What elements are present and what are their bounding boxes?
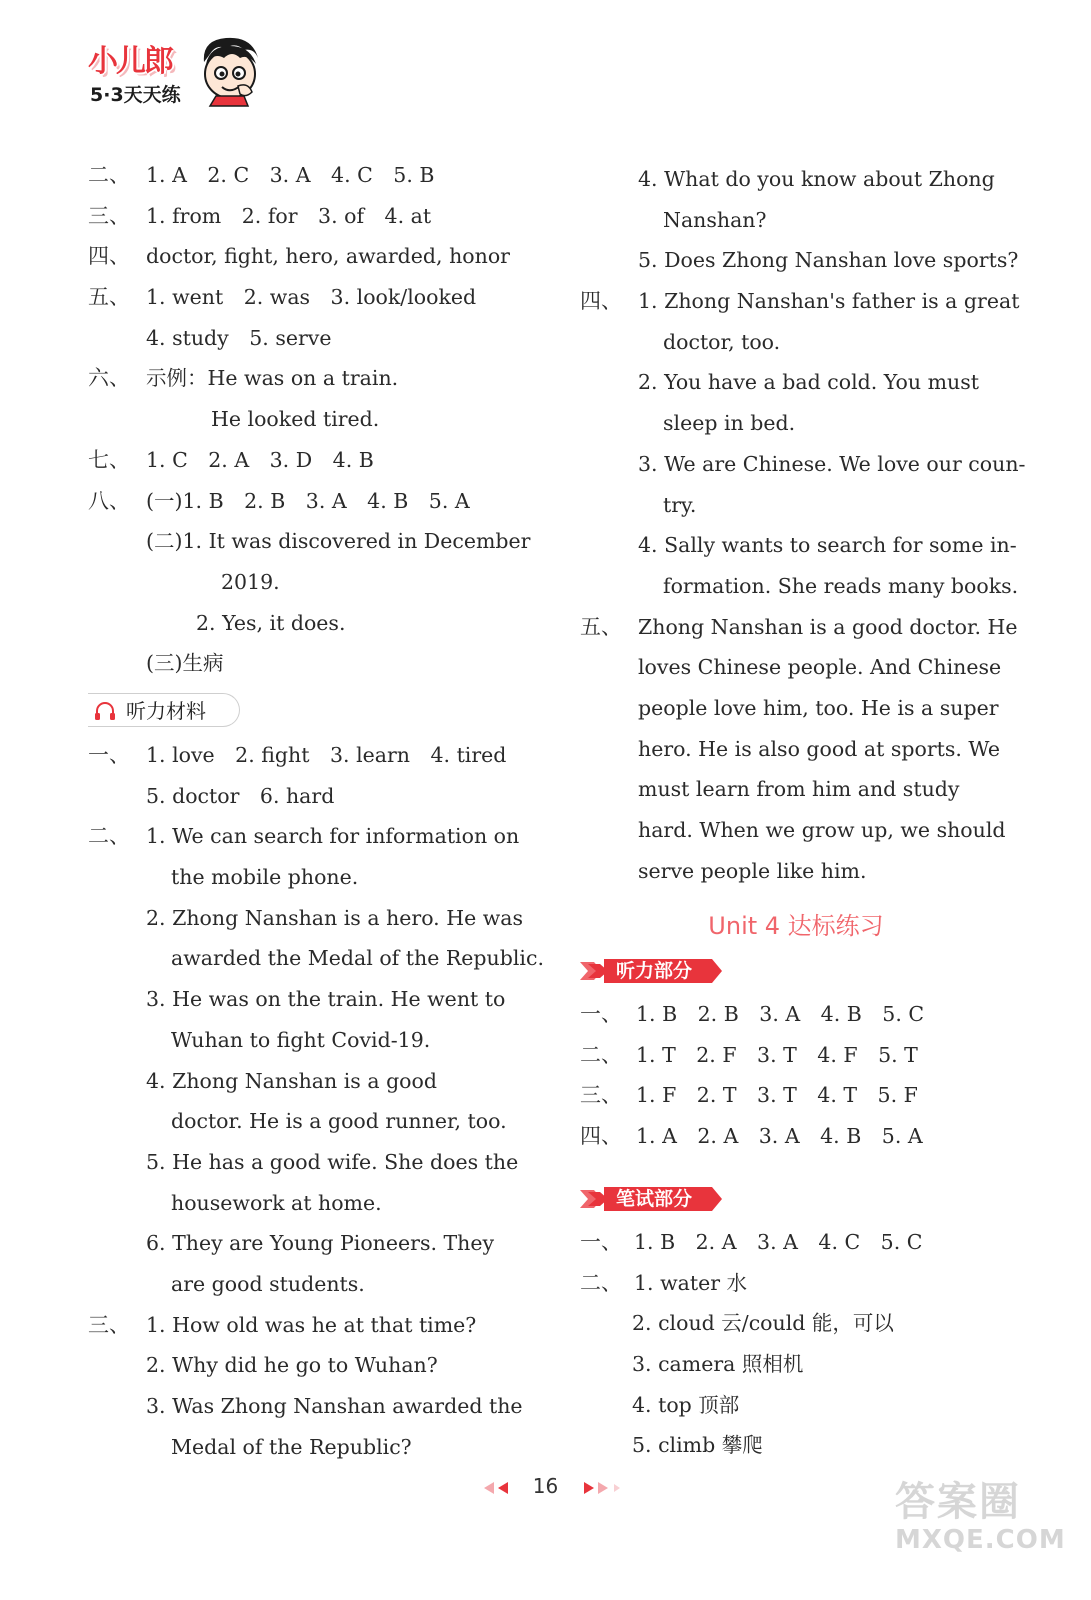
- mascot-boy-icon: [196, 34, 264, 108]
- answer-row: (二)1. It was discovered in December: [146, 529, 531, 554]
- watermark: [895, 1478, 1066, 1554]
- answer-row: 2. Yes, it does.: [196, 610, 346, 635]
- answer-row: 二、 1. T 2. F 3. T 4. F 5. T: [580, 1042, 918, 1067]
- answer-row: 2. You have a bad cold. You must: [638, 370, 980, 395]
- left-column: [84, 155, 544, 684]
- answer-row: 3. He was on the train. He went to: [146, 987, 506, 1012]
- writing-section-tag: [578, 1184, 724, 1214]
- listening-section-tag: [578, 956, 724, 986]
- answer-row: 3. We are Chinese. We love our coun-: [638, 451, 1026, 476]
- unit-title: Unit 4 达标练习: [708, 912, 884, 940]
- answer-row: hard. When we grow up, we should: [638, 818, 1006, 842]
- listening-material-header: [88, 693, 240, 727]
- answer-row: 2. Zhong Nanshan is a hero. He was: [146, 905, 524, 930]
- answer-row: 六、 示例：He was on a train.: [88, 366, 399, 391]
- answer-row: 4. top 顶部: [632, 1392, 740, 1417]
- answer-row: must learn from him and study: [638, 777, 960, 802]
- answer-row: 三、 1. How old was he at that time?: [88, 1312, 477, 1337]
- listening-section-label: 听力部分: [616, 960, 693, 982]
- answer-row: 2. Why did he go to Wuhan?: [146, 1353, 438, 1378]
- answer-row: 5. climb 攀爬: [632, 1433, 763, 1458]
- answer-row: 一、 1. B 2. B 3. A 4. B 5. C: [580, 1002, 925, 1026]
- series-title: 5·3天天练: [90, 84, 181, 106]
- answer-row: housework at home.: [171, 1190, 382, 1215]
- answer-row: 五、 1. went 2. was 3. look/looked: [88, 285, 477, 310]
- answer-row: 3. Was Zhong Nanshan awarded the: [146, 1394, 523, 1418]
- answer-row: Nanshan?: [663, 207, 767, 232]
- answer-row: people love him, too. He is a super: [638, 695, 999, 720]
- answer-row: hero. He is also good at sports. We: [638, 736, 1000, 761]
- answer-row: 2019.: [221, 569, 280, 594]
- watermark-line1: 答案圈: [895, 1479, 1021, 1525]
- answer-row: (三)生病: [146, 651, 224, 676]
- next-arrows-icon: [580, 1481, 630, 1495]
- answer-row: 4. Zhong Nanshan is a good: [146, 1068, 437, 1093]
- brand-title: 小儿郎: [88, 44, 172, 79]
- answer-row: 一、 1. love 2. fight 3. learn 4. tired: [88, 743, 507, 767]
- answer-row: Medal of the Republic?: [171, 1434, 412, 1459]
- answer-row: 四、 doctor, fight, hero, awarded, honor: [88, 244, 510, 269]
- answer-row: 一、 1. B 2. A 3. A 4. C 5. C: [580, 1230, 923, 1254]
- answer-row: 4. study 5. serve: [146, 325, 332, 350]
- answer-row: 五、 Zhong Nanshan is a good doctor. He: [580, 614, 1018, 639]
- listening-material-label: 听力材料: [126, 699, 206, 723]
- answer-row: 七、 1. C 2. A 3. D 4. B: [88, 447, 374, 472]
- answer-row: 四、 1. A 2. A 3. A 4. B 5. A: [580, 1124, 923, 1149]
- answer-row: formation. She reads many books.: [663, 573, 1019, 598]
- answer-row: He looked tired.: [211, 407, 380, 432]
- writing-answers: [576, 1222, 1016, 1466]
- answer-row: Wuhan to fight Covid-19.: [171, 1027, 431, 1052]
- page-number: 16: [532, 1474, 559, 1498]
- answer-row: 5. doctor 6. hard: [146, 783, 335, 808]
- headphones-icon: [94, 701, 116, 721]
- answer-row: 二、 1. water 水: [580, 1270, 748, 1295]
- answer-row: 三、 1. F 2. T 3. T 4. T 5. F: [580, 1083, 918, 1108]
- answer-row: 2. cloud 云/could 能，可以: [632, 1311, 894, 1336]
- answer-row: 四、 1. Zhong Nanshan's father is a great: [580, 289, 1020, 314]
- answer-row: 5. Does Zhong Nanshan love sports?: [638, 248, 1019, 273]
- answer-row: the mobile phone.: [171, 865, 359, 890]
- writing-section-label: 笔试部分: [616, 1188, 693, 1210]
- answer-row: serve people like him.: [638, 858, 867, 883]
- answer-row: sleep in bed.: [663, 411, 796, 436]
- right-column: [576, 159, 1026, 891]
- answer-row: 5. He has a good wife. She does the: [146, 1149, 519, 1174]
- answer-row: doctor, too.: [663, 329, 781, 354]
- listening-answers: [576, 994, 1016, 1157]
- answer-row: 八、 (一)1. B 2. B 3. A 4. B 5. A: [88, 488, 470, 513]
- answer-row: 三、 1. from 2. for 3. of 4. at: [88, 203, 432, 228]
- left-column-listening: [84, 735, 544, 1467]
- answer-row: loves Chinese people. And Chinese: [638, 655, 1002, 680]
- answer-row: are good students.: [171, 1271, 365, 1296]
- watermark-line2: MXQE.COM: [895, 1525, 1066, 1555]
- answer-row: doctor. He is a good runner, too.: [171, 1109, 507, 1134]
- answer-row: 3. camera 照相机: [632, 1352, 804, 1377]
- answer-row: try.: [663, 492, 697, 517]
- answer-row: 二、 1. We can search for information on: [88, 824, 520, 849]
- answer-row: 4. Sally wants to search for some in-: [638, 533, 1017, 558]
- answer-row: awarded the Medal of the Republic.: [171, 946, 544, 971]
- answer-row: 二、 1. A 2. C 3. A 4. C 5. B: [88, 163, 435, 187]
- answer-row: 4. What do you know about Zhong: [638, 167, 995, 191]
- answer-row: 6. They are Young Pioneers. They: [146, 1231, 495, 1256]
